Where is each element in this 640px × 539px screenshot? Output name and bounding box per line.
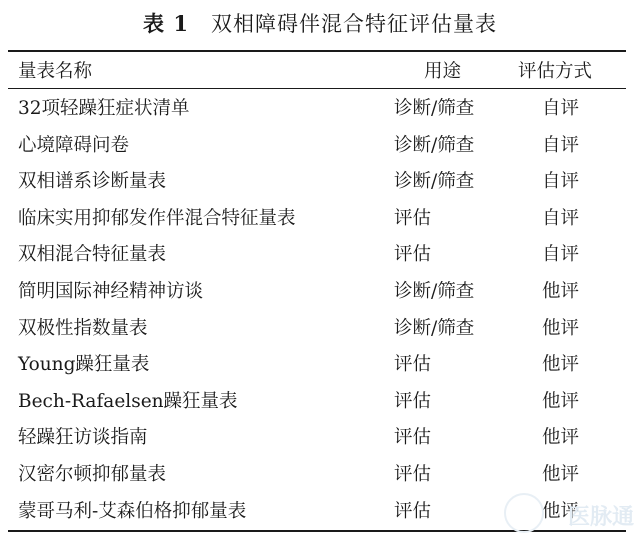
cell-scale-name: Young躁狂量表 [18,354,150,376]
cell-scale-name: 简明国际神经精神访谈 [18,281,204,302]
table-title [0,8,640,38]
table-number: 表 1 [143,11,189,36]
cell-scale-name: 临床实用抑郁发作伴混合特征量表 [18,207,296,229]
cell-purpose: 评估 [394,427,432,449]
cell-purpose: 评估 [394,207,432,229]
cell-scale-name: 轻躁狂访谈指南 [18,427,148,449]
header-scale-name: 量表名称 [18,61,93,82]
cell-purpose: 评估 [394,390,432,412]
cell-method: 自评 [542,98,580,119]
cell-scale-name: Bech-Rafaelsen躁狂量表 [18,390,238,412]
table-title-text: 双相障碍伴混合特征评估量表 [210,12,497,36]
watermark: 医脉通 [567,504,634,530]
header-rule [8,88,626,89]
cell-method: 他评 [542,500,580,522]
cell-purpose: 诊断/筛查 [394,317,475,339]
cell-scale-name: 双相混合特征量表 [18,244,167,266]
cell-scale-name: 双极性指数量表 [18,317,148,339]
cell-method: 他评 [542,464,580,485]
watermark-logo-icon [504,493,544,533]
cell-purpose: 诊断/筛查 [394,171,475,193]
cell-purpose: 评估 [394,244,432,266]
cell-purpose: 评估 [394,500,432,522]
cell-method: 他评 [542,354,580,376]
cell-method: 他评 [542,317,580,339]
cell-method: 他评 [542,427,580,449]
cell-method: 自评 [542,171,580,193]
cell-method: 自评 [542,244,580,266]
cell-scale-name: 蒙哥马利-艾森伯格抑郁量表 [18,500,247,522]
cell-purpose: 诊断/筛查 [394,281,475,302]
cell-scale-name: 心境障碍问卷 [18,134,130,156]
cell-scale-name: 汉密尔顿抑郁量表 [18,464,167,485]
cell-purpose: 评估 [394,464,432,485]
top-rule [8,50,626,52]
header-method: 评估方式 [518,61,593,82]
cell-scale-name: 32项轻躁狂症状清单 [18,98,190,119]
cell-purpose: 评估 [394,354,432,376]
cell-method: 他评 [542,390,580,412]
cell-purpose: 诊断/筛查 [394,134,475,156]
cell-method: 自评 [542,134,580,156]
header-purpose: 用途 [424,61,462,82]
cell-method: 自评 [542,207,580,229]
cell-scale-name: 双相谱系诊断量表 [18,171,167,193]
cell-method: 他评 [542,281,580,302]
cell-purpose: 诊断/筛查 [394,98,475,119]
